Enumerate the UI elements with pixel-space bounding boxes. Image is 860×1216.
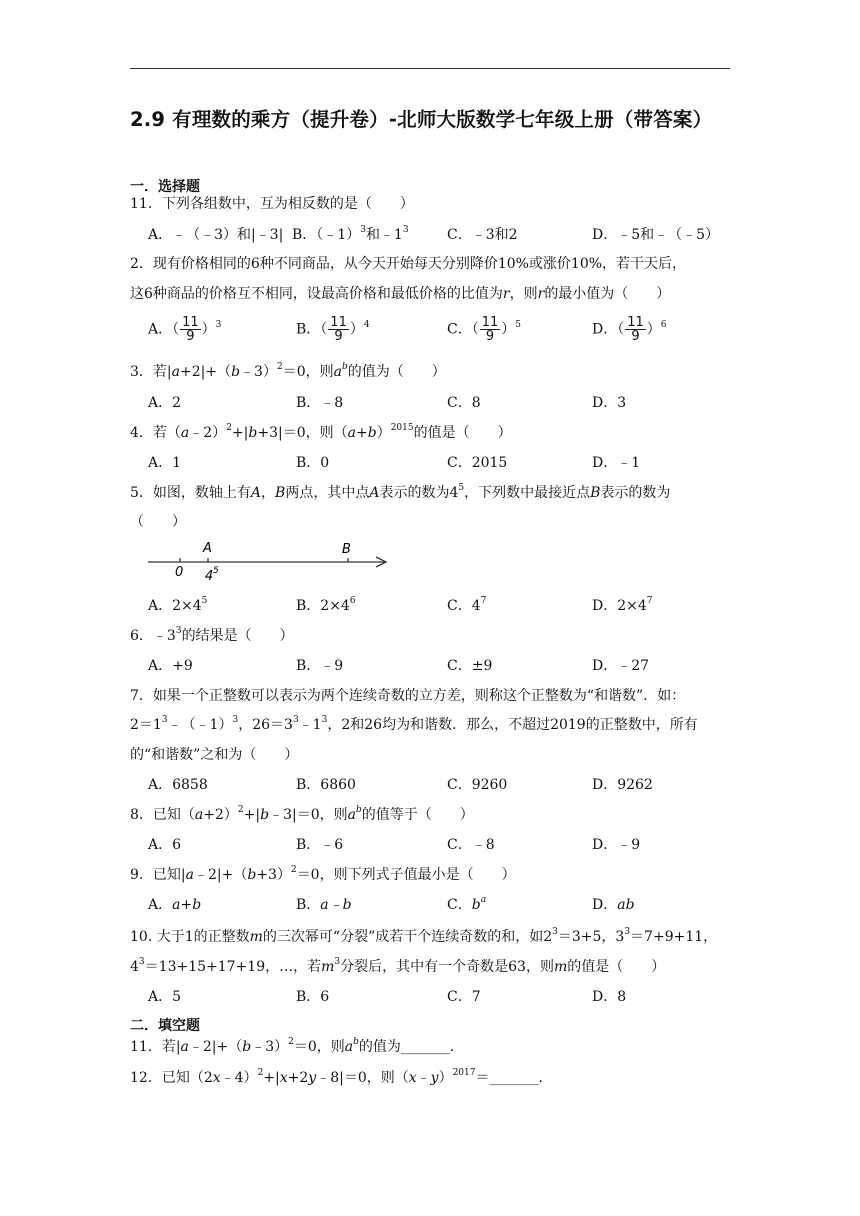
question-9-stem: 9．已知$|a﹣2|+(b+3)^2=0$，则下列式子值最小是（ ）: [130, 865, 516, 883]
question-4-stem: 4．若（a﹣2）$^2$+|b+3|＝0，则$(a+b)^{2015}$的值是（ ）: [130, 423, 512, 441]
q2-option-b: B．（ $\frac{11}{9}$ ）$^4$: [296, 315, 370, 344]
q2-option-c: C．（ $\frac{11}{9}$ ）$^5$: [447, 315, 521, 344]
q10-option-a: A．5: [148, 989, 182, 1005]
q8-option-a: A．6: [148, 837, 182, 853]
question-7-line-2: $2=1^3﹣(﹣1)^3$，$26=3^3﹣1^3$，2和26均为和谐数．那么，不超过2019的正整数中，所有: [130, 715, 698, 733]
label-zero: 0: [175, 565, 184, 580]
page-title: 2.9 有理数的乘方（提升卷）-北师大版数学七年级上册（带答案）: [130, 108, 713, 131]
q7-option-c: C．9260: [447, 777, 508, 793]
q8-option-d: D．﹣9: [592, 837, 641, 853]
question-10-line-1: 10. 大于1的正整数m的三次幂可“分裂”成若干个连续奇数的和，如$2^3=3+5$，$3^3=7+9+11$，: [130, 927, 718, 945]
label-point-a: A: [203, 541, 212, 556]
q3-option-a: A．2: [148, 395, 182, 411]
q9-option-a: A．a+b: [148, 897, 202, 913]
q3-option-c: C．8: [447, 395, 481, 411]
q5-option-c: C．$4^7$: [447, 596, 487, 614]
q5-option-a: A．$2\times 4^5$: [148, 596, 208, 614]
question-1-stem: 11．下列各组数中，互为相反数的是（ ）: [130, 196, 414, 212]
question-3-stem: 3．若|a+2|+（b﹣3）$^2$＝0，则$a^b$的值为（ ）: [130, 362, 446, 380]
question-7-line-1: 7．如果一个正整数可以表示为两个连续奇数的立方差，则称这个正整数为“和谐数”．如：: [130, 688, 686, 704]
question-5-line-1: 5．如图，数轴上有A，B两点，其中点A表示的数为$4^5$，下列数中最接近点B表示的数为: [130, 483, 671, 501]
question-12-stem: 12．已知（2x﹣4）$^2$+|x+2y﹣8|＝0，则（x﹣y）$^{2017}$＝_______．: [130, 1068, 553, 1086]
number-line-figure: [148, 538, 393, 584]
question-2-line-1: 2．现有价格相同的6种不同商品，从今天开始每天分别降价10%或涨价10%，若干天后，: [130, 256, 687, 272]
q8-option-c: C．﹣8: [447, 837, 495, 853]
q9-option-c: C．$b^a$: [447, 895, 487, 913]
q1-option-a: A．﹣（﹣3）和|﹣3|: [148, 227, 284, 243]
q6-option-c: C．±9: [447, 658, 493, 674]
q5-option-d: D．$2\times 4^7$: [592, 596, 653, 614]
q5-option-b: B．$2\times 4^6$: [296, 596, 356, 614]
q3-option-b: B．﹣8: [296, 395, 344, 411]
q10-option-c: C．7: [447, 989, 481, 1005]
section-heading-choice: 一．选择题: [130, 179, 200, 195]
question-5-line-2: （ ）: [130, 514, 186, 530]
q1-option-c: C．﹣3和2: [447, 227, 518, 243]
q7-option-a: A．6858: [148, 777, 208, 793]
question-8-stem: 8．已知$(a+2)^2+|b﹣3|=0$，则$a^b$的值等于（ ）: [130, 805, 474, 823]
question-10-line-2: $4^3=13+15+17+19$，…，若$m^3$分裂后，其中有一个奇数是63，则m的值是（ ）: [130, 957, 666, 975]
question-6-stem: 6．$﹣3^3$的结果是（ ）: [130, 626, 294, 644]
q4-option-a: A．1: [148, 455, 182, 471]
q8-option-b: B．﹣6: [296, 837, 344, 853]
q10-option-d: D．8: [592, 989, 627, 1005]
q7-option-d: D．9262: [592, 777, 653, 793]
q6-option-b: B．﹣9: [296, 658, 344, 674]
question-7-line-3: 的“和谐数”之和为（ ）: [130, 747, 299, 763]
q2-option-d: D．（ $\frac{11}{9}$ ）$^6$: [592, 315, 667, 344]
q4-option-b: B．0: [296, 455, 330, 471]
q3-option-d: D．3: [592, 395, 627, 411]
label-four-exponent: 5: [213, 566, 219, 576]
section-heading-fill: 二．填空题: [130, 1018, 200, 1034]
q1-option-d: D．﹣5和﹣（﹣5）: [592, 227, 720, 243]
q9-option-b: B．a﹣b: [296, 897, 352, 913]
question-2-line-2: 这6种商品的价格互不相同，设最高价格和最低价格的比值为r，则r的最小值为（ ）: [130, 286, 671, 302]
q6-option-d: D．﹣27: [592, 658, 650, 674]
q7-option-b: B．6860: [296, 777, 356, 793]
header-rule: [130, 68, 730, 69]
q9-option-d: D．ab: [592, 897, 635, 913]
q1-option-b: B．（﹣1）$^3$和$﹣1^3$: [292, 225, 409, 243]
q4-option-c: C．2015: [447, 455, 508, 471]
q6-option-a: A．+9: [148, 658, 193, 674]
question-11-stem: 11．若|a﹣2|+（b﹣3）$^2$＝0，则$a^b$的值为_______．: [130, 1037, 464, 1055]
q4-option-d: D．﹣1: [592, 455, 641, 471]
q10-option-b: B．6: [296, 989, 330, 1005]
label-four: 4: [205, 569, 214, 584]
label-point-b: B: [342, 542, 351, 557]
q2-option-a: A．（ $\frac{11}{9}$ ）$^3$: [148, 315, 222, 344]
